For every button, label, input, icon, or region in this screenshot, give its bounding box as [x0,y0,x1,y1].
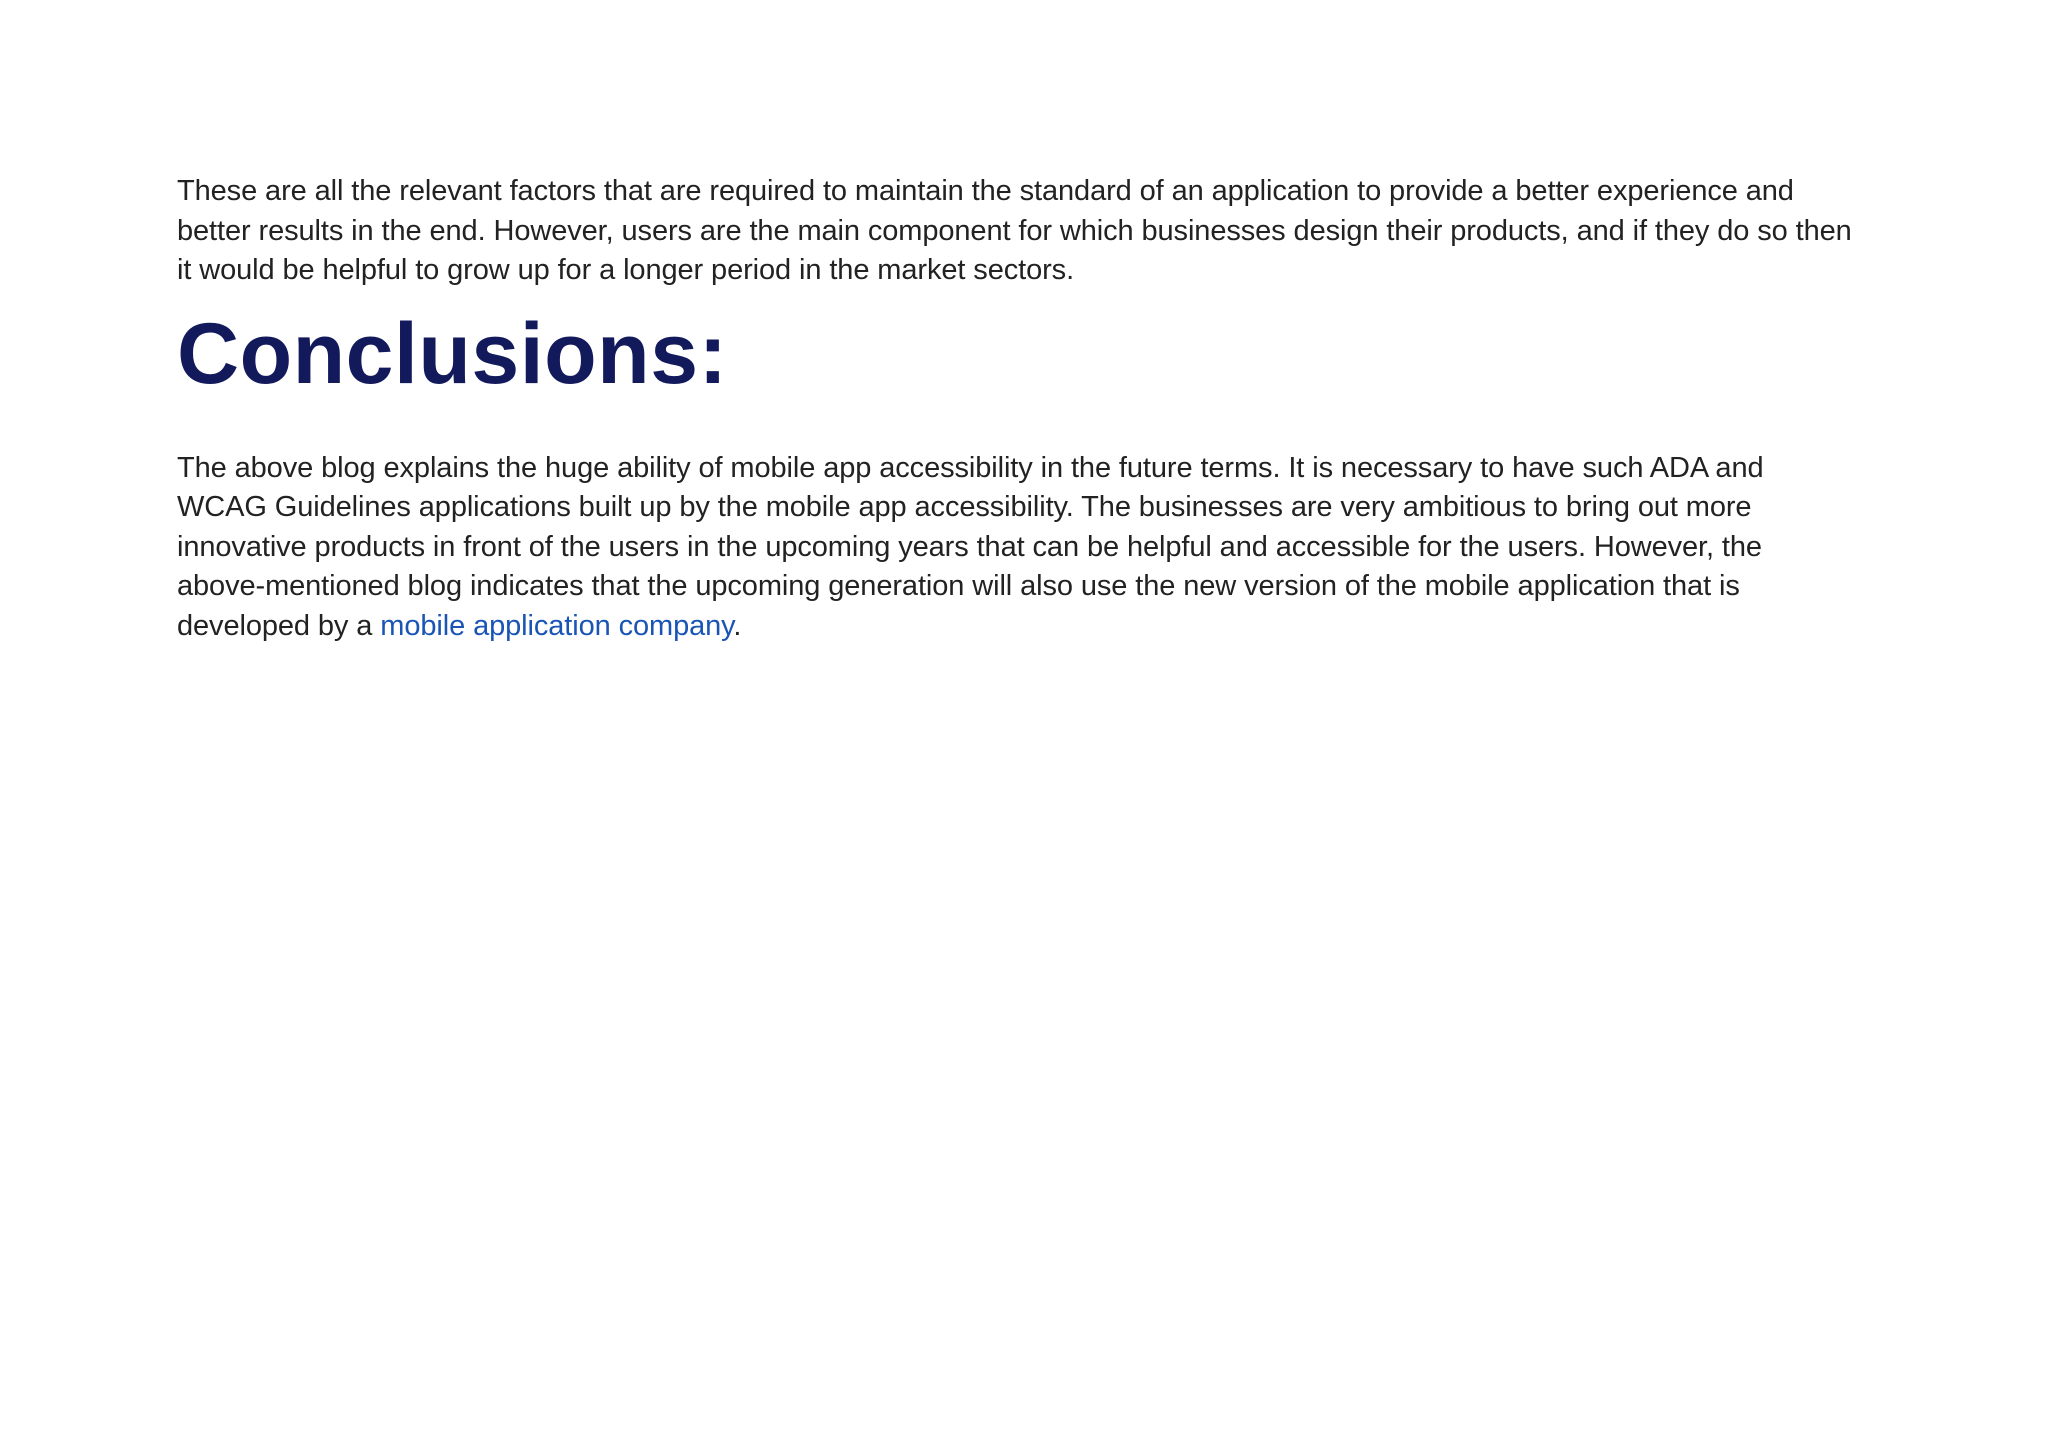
intro-paragraph: These are all the relevant factors that are required to maintain the standard of an application to provide a better experience and better results in the end. However, users are the main component for which businesses design their products, and if they do so then it would be helpful to grow up for a longer period in the market sectors. [177,175,1852,286]
conclusions-paragraph [177,449,1857,647]
conclusions-trailing-text: . [733,609,742,642]
conclusions-body-text: The above blog explains the huge ability of mobile app accessibility in the future terms. It is necessary to have such ADA and WCAG Guidelines applications built up by the mobile app accessibility. The businesses are very ambitious to bring out more innovative products in front of the users in the upcoming years that can be helpful and accessible for the users. However, the above-mentioned blog indicates that the upcoming generation will also use the new version of the mobile application that is developed by a [177,451,1764,642]
mobile-application-company-link[interactable]: mobile application company [380,609,734,642]
document-page [177,172,1857,646]
conclusions-heading: Conclusions: [177,305,728,402]
